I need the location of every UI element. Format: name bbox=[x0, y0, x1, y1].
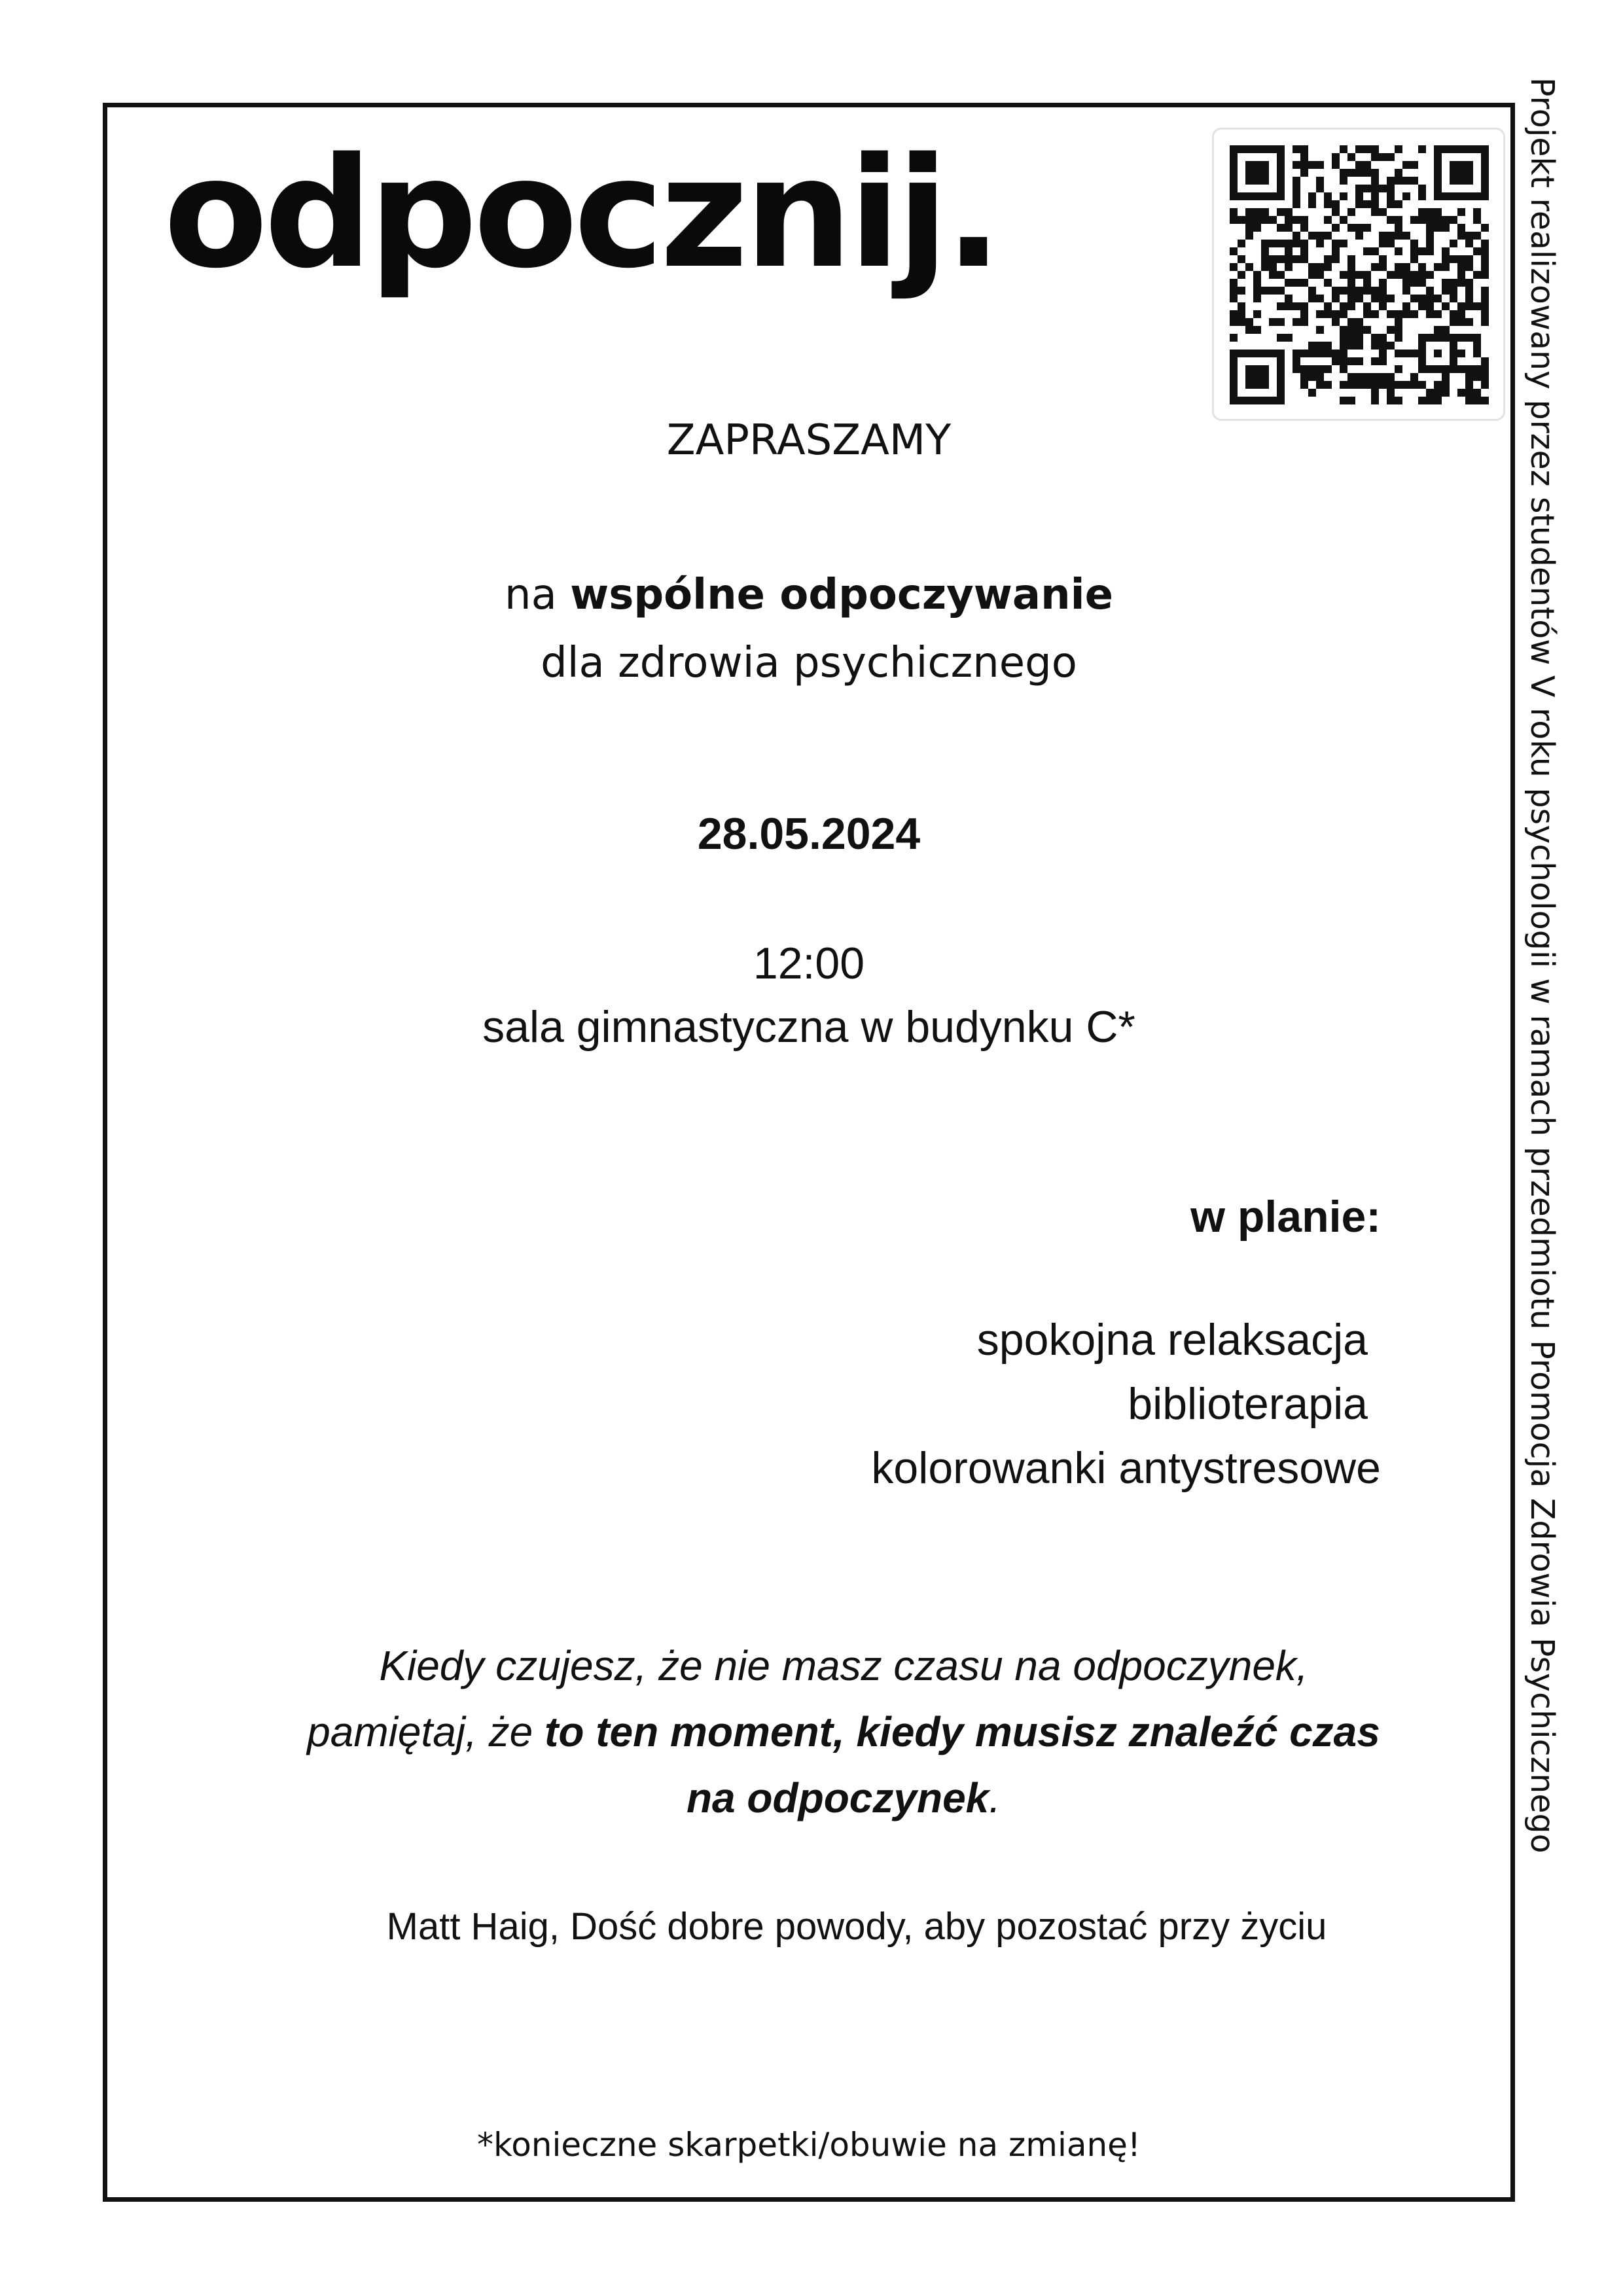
qr-code-icon bbox=[1230, 145, 1489, 404]
qr-code[interactable] bbox=[1212, 128, 1505, 421]
quote-line-1: Kiedy czujesz, że nie masz czasu na odpoczynek, bbox=[379, 1642, 1308, 1689]
plan-item: kolorowanki antystresowe bbox=[871, 1443, 1381, 1493]
event-title bbox=[103, 571, 1515, 619]
quote-line-2-start: pamiętaj, że bbox=[307, 1708, 544, 1755]
event-date: 28.05.2024 bbox=[697, 809, 921, 859]
quote-line-2 bbox=[137, 1708, 1550, 1756]
poster-headline: odpocznij. bbox=[164, 125, 999, 302]
plan-item: spokojna relaksacja bbox=[976, 1315, 1368, 1365]
event-place: sala gimnastyczna w budynku C* bbox=[482, 1002, 1135, 1052]
quote-line-3 bbox=[137, 1774, 1550, 1822]
quote-line-3-bold: na odpoczynek bbox=[686, 1774, 990, 1821]
invite-heading: ZAPRASZAMY bbox=[666, 416, 952, 465]
event-prefix: na bbox=[505, 571, 571, 619]
plan-heading: w planie: bbox=[1190, 1192, 1381, 1242]
side-note: Projekt realizowany przez studentów V roku psychologii w ramach przedmiotu Promocja Zdrowia Psychicznego bbox=[1524, 77, 1561, 1854]
plan-item: biblioterapia bbox=[1128, 1379, 1368, 1429]
event-title-bold: wspólne odpoczywanie bbox=[570, 571, 1113, 619]
event-time: 12:00 bbox=[753, 939, 865, 988]
quote-author: Matt Haig, Dość dobre powody, aby pozostać przy życiu bbox=[386, 1905, 1327, 1948]
quote-line-2-bold: to ten moment, kiedy musisz znaleźć czas bbox=[544, 1708, 1380, 1755]
footnote: *konieczne skarpetki/obuwie na zmianę! bbox=[477, 2126, 1141, 2164]
quote-line-3-end: . bbox=[989, 1774, 1001, 1821]
event-subtitle: dla zdrowia psychicznego bbox=[541, 639, 1077, 687]
